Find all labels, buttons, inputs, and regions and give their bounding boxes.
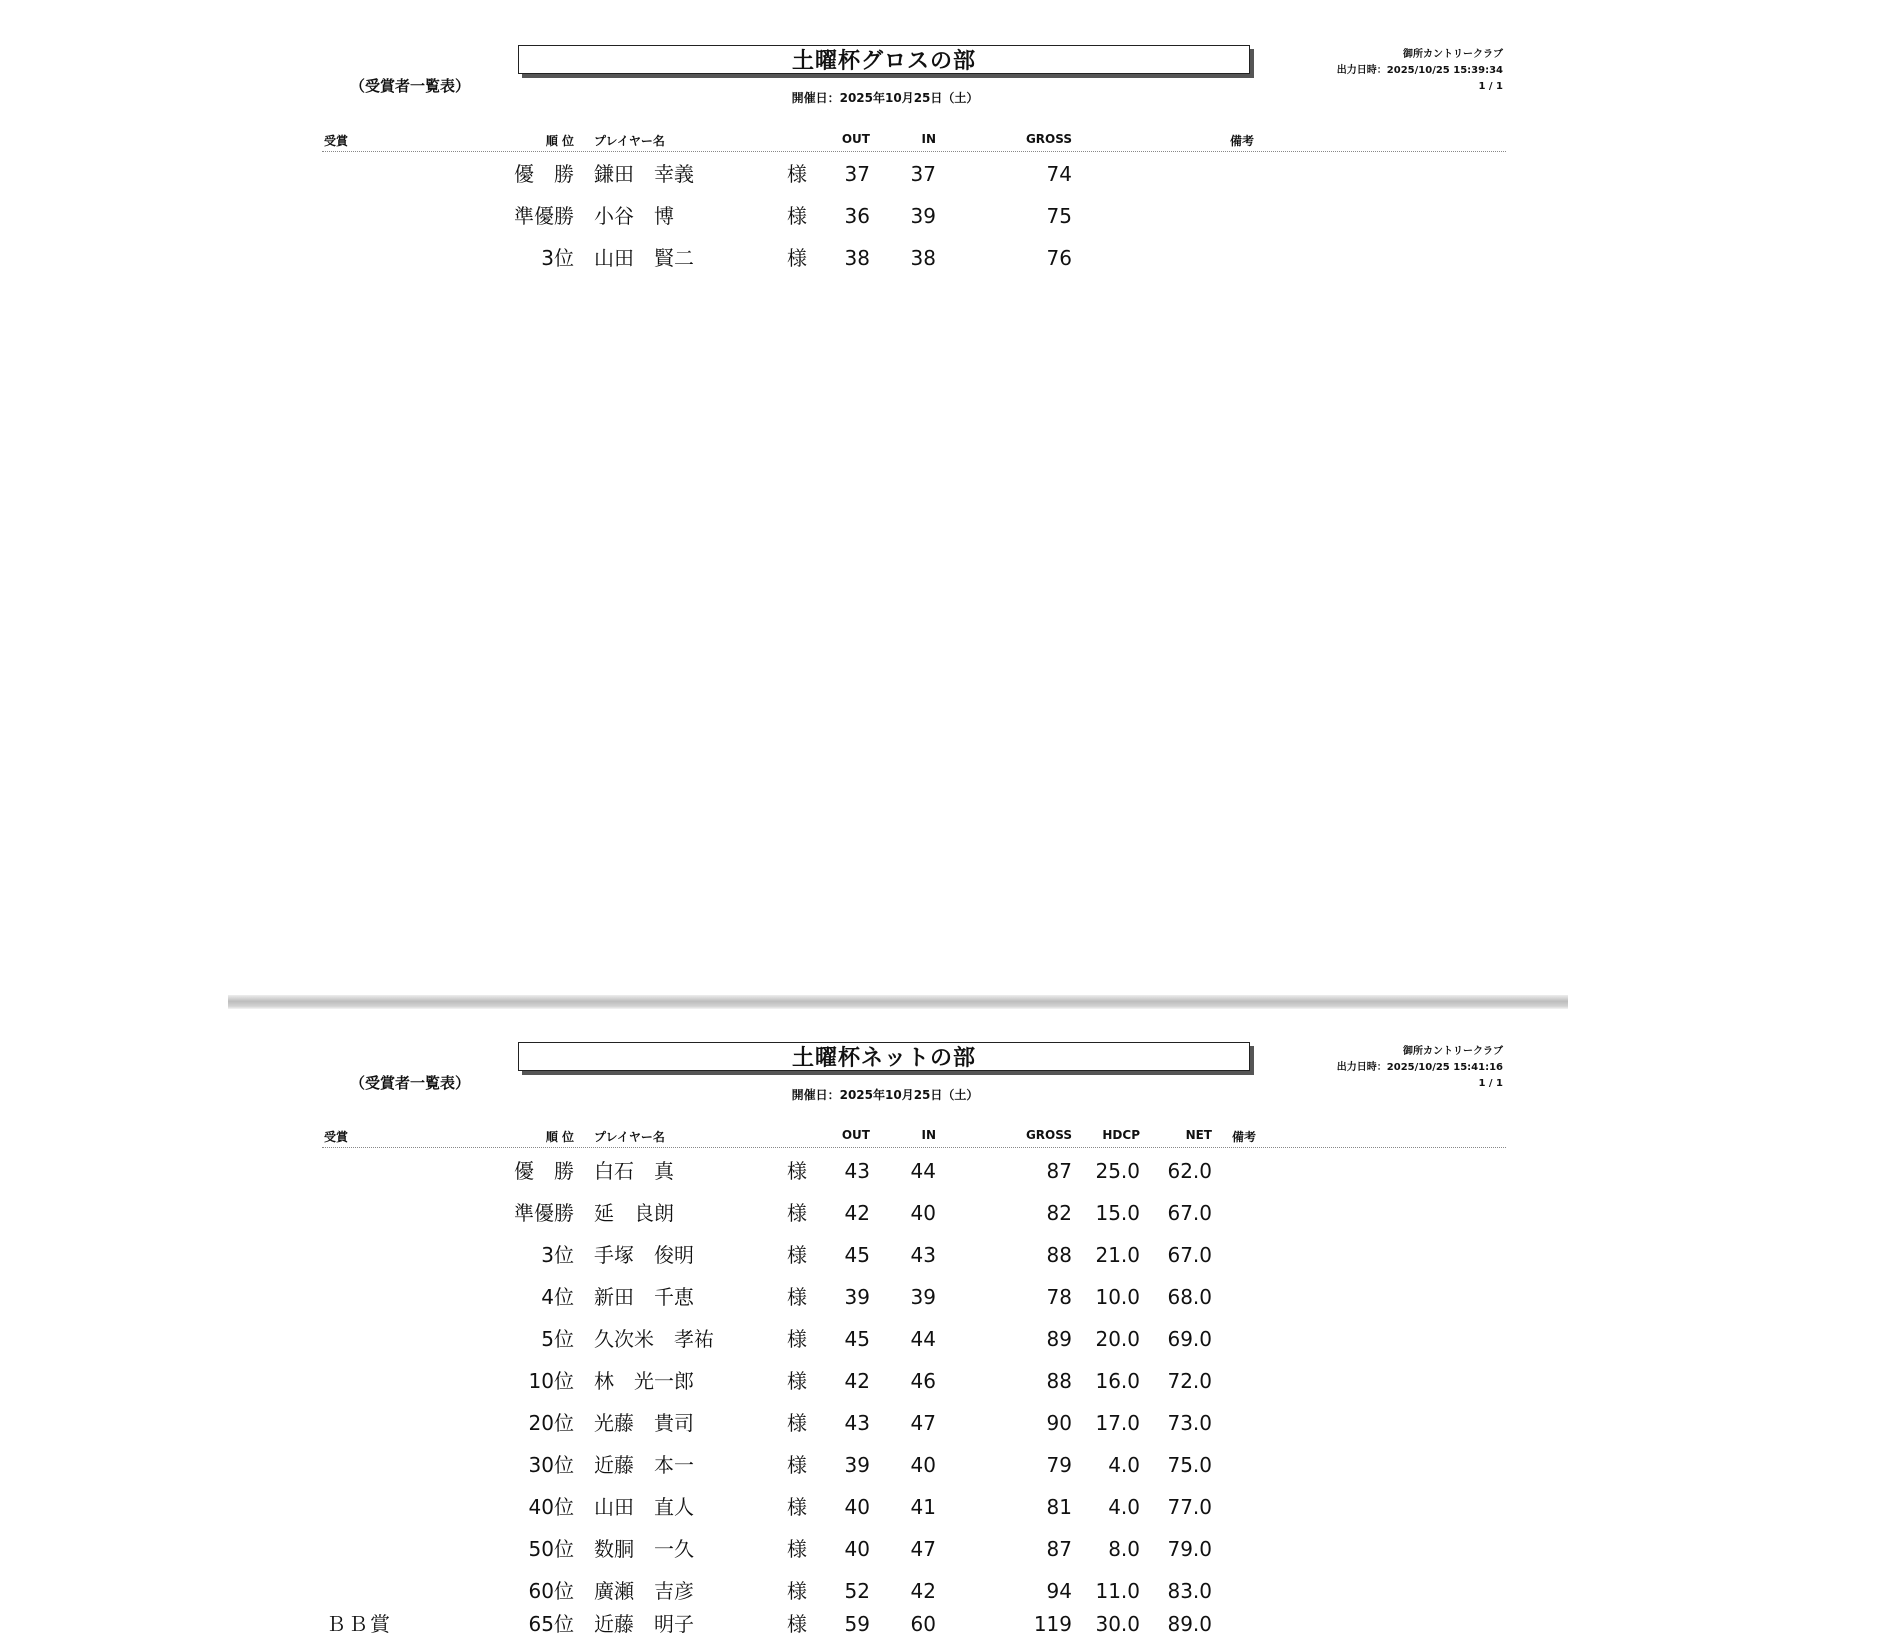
player-name-cell: 鎌田 幸義 <box>594 162 694 186</box>
hdcp-cell: 15.0 <box>1095 1201 1140 1225</box>
gross-score-cell: 90 <box>1046 1411 1072 1435</box>
net-score-cell: 67.0 <box>1167 1201 1212 1225</box>
player-name-cell: 山田 賢二 <box>594 246 694 270</box>
rank-cell: 優 勝 <box>514 162 574 186</box>
rank-cell: 65位 <box>528 1612 574 1636</box>
in-score-cell: 44 <box>910 1159 936 1183</box>
gross-score-cell: 76 <box>1046 246 1072 270</box>
honorific-cell: 様 <box>787 162 807 186</box>
header-out: OUT <box>841 132 870 146</box>
out-score-cell: 36 <box>844 204 870 228</box>
gross-print-meta <box>1337 47 1503 95</box>
out-score-cell: 42 <box>844 1201 870 1225</box>
header-hdcp: HDCP <box>1102 1128 1140 1142</box>
output-datetime: 出力日時：2025/10/25 15:41:16 <box>1336 1062 1503 1073</box>
hdcp-cell: 10.0 <box>1095 1285 1140 1309</box>
net-score-cell: 75.0 <box>1167 1453 1212 1477</box>
page-divider <box>228 995 1568 1009</box>
out-score-cell: 37 <box>844 162 870 186</box>
header-in: IN <box>921 1128 936 1142</box>
table-row <box>0 1444 1891 1486</box>
player-name-cell: 光藤 貴司 <box>594 1411 694 1435</box>
player-name-cell: 白石 真 <box>594 1159 674 1183</box>
gross-score-cell: 88 <box>1046 1369 1072 1393</box>
in-score-cell: 46 <box>910 1369 936 1393</box>
honorific-cell: 様 <box>787 1411 807 1435</box>
in-score-cell: 37 <box>910 162 936 186</box>
net-score-cell: 83.0 <box>1167 1579 1212 1603</box>
header-award: 受賞 <box>324 1130 349 1144</box>
rank-cell: 20位 <box>528 1411 574 1435</box>
header-gross: GROSS <box>1025 132 1072 146</box>
rank-cell: 優 勝 <box>514 1159 574 1183</box>
header-out: OUT <box>841 1128 870 1142</box>
net-print-meta <box>1337 1044 1503 1092</box>
net-event-date: 開催日：2025年10月25日（土） <box>791 1088 979 1102</box>
net-score-cell: 79.0 <box>1167 1537 1212 1561</box>
honorific-cell: 様 <box>787 1327 807 1351</box>
gross-list-subtitle: （受賞者一覧表） <box>350 77 471 95</box>
rank-cell: 50位 <box>528 1537 574 1561</box>
header-divider <box>322 1147 1506 1148</box>
player-name-cell: 近藤 明子 <box>594 1612 694 1636</box>
rank-cell: 4位 <box>541 1285 574 1309</box>
player-name-cell: 小谷 博 <box>594 204 674 228</box>
hdcp-cell: 17.0 <box>1095 1411 1140 1435</box>
gross-score-cell: 82 <box>1046 1201 1072 1225</box>
in-score-cell: 47 <box>910 1411 936 1435</box>
gross-score-cell: 87 <box>1046 1159 1072 1183</box>
table-row <box>0 1192 1891 1234</box>
header-remarks: 備考 <box>1232 1130 1257 1144</box>
page-number: 1 / 1 <box>1478 81 1503 92</box>
out-score-cell: 42 <box>844 1369 870 1393</box>
net-score-cell: 72.0 <box>1167 1369 1212 1393</box>
gross-score-cell: 79 <box>1046 1453 1072 1477</box>
hdcp-cell: 4.0 <box>1108 1495 1140 1519</box>
out-score-cell: 45 <box>844 1243 870 1267</box>
table-row <box>0 1486 1891 1528</box>
in-score-cell: 38 <box>910 246 936 270</box>
net-title: 土曜杯ネットの部 <box>791 1046 976 1071</box>
table-row <box>0 1276 1891 1318</box>
out-score-cell: 52 <box>844 1579 870 1603</box>
rank-cell: 60位 <box>528 1579 574 1603</box>
net-score-cell: 73.0 <box>1167 1411 1212 1435</box>
out-score-cell: 43 <box>844 1411 870 1435</box>
gross-score-cell: 81 <box>1046 1495 1072 1519</box>
honorific-cell: 様 <box>787 1243 807 1267</box>
hdcp-cell: 11.0 <box>1095 1579 1140 1603</box>
hdcp-cell: 21.0 <box>1095 1243 1140 1267</box>
award-cell: ＢＢ賞 <box>326 1612 392 1636</box>
header-player: プレイヤー名 <box>594 134 665 148</box>
out-score-cell: 40 <box>844 1537 870 1561</box>
out-score-cell: 39 <box>844 1453 870 1477</box>
in-score-cell: 41 <box>910 1495 936 1519</box>
in-score-cell: 39 <box>910 1285 936 1309</box>
player-name-cell: 山田 直人 <box>594 1495 694 1519</box>
header-player: プレイヤー名 <box>594 1130 665 1144</box>
hdcp-cell: 8.0 <box>1108 1537 1140 1561</box>
table-row <box>0 1603 1891 1645</box>
gross-event-date: 開催日：2025年10月25日（土） <box>791 91 979 105</box>
in-score-cell: 40 <box>910 1453 936 1477</box>
honorific-cell: 様 <box>787 1159 807 1183</box>
net-score-cell: 69.0 <box>1167 1327 1212 1351</box>
gross-title-box <box>518 45 1250 74</box>
in-score-cell: 47 <box>910 1537 936 1561</box>
page-number: 1 / 1 <box>1478 1078 1503 1089</box>
gross-score-cell: 88 <box>1046 1243 1072 1267</box>
player-name-cell: 手塚 俊明 <box>594 1243 694 1267</box>
rank-cell: 3位 <box>541 1243 574 1267</box>
honorific-cell: 様 <box>787 246 807 270</box>
in-score-cell: 60 <box>910 1612 936 1636</box>
gross-score-cell: 78 <box>1046 1285 1072 1309</box>
rank-cell: 準優勝 <box>514 204 574 228</box>
honorific-cell: 様 <box>787 1579 807 1603</box>
out-score-cell: 38 <box>844 246 870 270</box>
rank-cell: 5位 <box>541 1327 574 1351</box>
header-rank: 順 位 <box>545 1130 574 1144</box>
honorific-cell: 様 <box>787 1453 807 1477</box>
gross-score-cell: 87 <box>1046 1537 1072 1561</box>
hdcp-cell: 20.0 <box>1095 1327 1140 1351</box>
header-in: IN <box>921 132 936 146</box>
gross-score-cell: 94 <box>1046 1579 1072 1603</box>
gross-score-cell: 75 <box>1046 204 1072 228</box>
table-row <box>0 195 1891 237</box>
net-results-sheet <box>0 1010 1891 1647</box>
header-divider <box>322 151 1506 152</box>
player-name-cell: 廣瀬 吉彦 <box>594 1579 694 1603</box>
header-remarks: 備考 <box>1230 134 1255 148</box>
hdcp-cell: 16.0 <box>1095 1369 1140 1393</box>
honorific-cell: 様 <box>787 1369 807 1393</box>
table-row <box>0 237 1891 279</box>
player-name-cell: 延 良朗 <box>594 1201 674 1225</box>
net-score-cell: 62.0 <box>1167 1159 1212 1183</box>
table-row <box>0 1150 1891 1192</box>
honorific-cell: 様 <box>787 1285 807 1309</box>
player-name-cell: 数胴 一久 <box>594 1537 694 1561</box>
out-score-cell: 43 <box>844 1159 870 1183</box>
output-datetime: 出力日時：2025/10/25 15:39:34 <box>1336 65 1503 76</box>
out-score-cell: 39 <box>844 1285 870 1309</box>
table-row <box>0 1402 1891 1444</box>
net-score-cell: 77.0 <box>1167 1495 1212 1519</box>
gross-score-cell: 74 <box>1046 162 1072 186</box>
honorific-cell: 様 <box>787 1537 807 1561</box>
net-score-cell: 89.0 <box>1167 1612 1212 1636</box>
rank-cell: 30位 <box>528 1453 574 1477</box>
honorific-cell: 様 <box>787 1612 807 1636</box>
honorific-cell: 様 <box>787 1201 807 1225</box>
in-score-cell: 44 <box>910 1327 936 1351</box>
in-score-cell: 43 <box>910 1243 936 1267</box>
rank-cell: 10位 <box>528 1369 574 1393</box>
gross-title: 土曜杯グロスの部 <box>791 49 976 74</box>
table-row <box>0 1234 1891 1276</box>
player-name-cell: 林 光一郎 <box>594 1369 694 1393</box>
in-score-cell: 40 <box>910 1201 936 1225</box>
header-net: NET <box>1185 1128 1212 1142</box>
rank-cell: 3位 <box>541 246 574 270</box>
out-score-cell: 45 <box>844 1327 870 1351</box>
in-score-cell: 39 <box>910 204 936 228</box>
player-name-cell: 新田 千恵 <box>594 1285 694 1309</box>
rank-cell: 準優勝 <box>514 1201 574 1225</box>
header-award: 受賞 <box>324 134 349 148</box>
hdcp-cell: 4.0 <box>1108 1453 1140 1477</box>
header-gross: GROSS <box>1025 1128 1072 1142</box>
gross-score-cell: 119 <box>1033 1612 1072 1636</box>
table-row <box>0 1528 1891 1570</box>
net-score-cell: 68.0 <box>1167 1285 1212 1309</box>
header-rank: 順 位 <box>545 134 574 148</box>
hdcp-cell: 25.0 <box>1095 1159 1140 1183</box>
club-name: 御所カントリークラブ <box>1403 1046 1503 1057</box>
honorific-cell: 様 <box>787 1495 807 1519</box>
net-title-box <box>518 1042 1250 1071</box>
honorific-cell: 様 <box>787 204 807 228</box>
net-score-cell: 67.0 <box>1167 1243 1212 1267</box>
gross-score-cell: 89 <box>1046 1327 1072 1351</box>
table-row <box>0 153 1891 195</box>
in-score-cell: 42 <box>910 1579 936 1603</box>
out-score-cell: 40 <box>844 1495 870 1519</box>
table-row <box>0 1318 1891 1360</box>
club-name: 御所カントリークラブ <box>1403 49 1503 60</box>
out-score-cell: 59 <box>844 1612 870 1636</box>
table-row <box>0 1360 1891 1402</box>
rank-cell: 40位 <box>528 1495 574 1519</box>
player-name-cell: 久次米 孝祐 <box>594 1327 714 1351</box>
hdcp-cell: 30.0 <box>1095 1612 1140 1636</box>
player-name-cell: 近藤 本一 <box>594 1453 694 1477</box>
net-list-subtitle: （受賞者一覧表） <box>350 1074 471 1092</box>
